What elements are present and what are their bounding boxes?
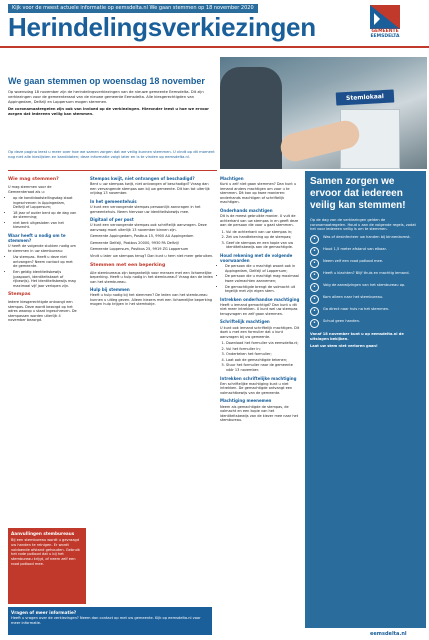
list-item: • De persoon die u machtigt mag maximaal twee volmachten aannemen; — [225, 274, 300, 283]
heading-rekening: Houd rekening met de volgende voorwaarden — [220, 252, 293, 264]
address-line: Gemeente Appingedam, Postbus 15, 9900 AA Appingedam — [90, 234, 194, 239]
bullet-icon: • — [310, 247, 319, 256]
sidebar-item-text: Schud geen handen. — [323, 319, 361, 324]
sidebar-item — [310, 319, 421, 328]
text-intrekken: Heeft u iemand gemachtigd? Dan kunt u dit niet meer intrekken. U kunt wel uw stempas terugvragen en zelf gaan stemmen. — [220, 302, 298, 316]
sidebar-item — [310, 283, 421, 292]
bullet-icon: • — [310, 307, 319, 316]
logo-mark-icon — [346, 3, 424, 31]
gemeente-logo — [346, 3, 424, 43]
text-gemeentehuis: U kunt een vervangende stempas persoonlijk aanvragen in het gemeentehuis. Neem hiervoor uw identiteitsbewijs mee. — [90, 205, 201, 214]
sidebar-item-text: Neem zelf een rood potlood mee. — [323, 259, 384, 264]
list-item: 1. Vul de achterkant van uw stempas in; — [226, 230, 300, 235]
sidebar-item-text: Was of desinfecteer uw handen bij binnenkomst. — [323, 235, 411, 240]
column-2 — [90, 173, 214, 309]
bullet-icon: • — [310, 259, 319, 268]
list-item: 4. Laat ook de gemachtigde tekenen; — [226, 358, 300, 363]
sidebar-item — [310, 307, 421, 316]
divider — [8, 170, 217, 171]
heading-post: Digitaal of per post — [90, 217, 134, 223]
logo-line1: GEMEENTE — [371, 29, 399, 34]
list-item: 1. Download het formulier via eemsdelta.nl; — [226, 341, 300, 346]
list-item: • De persoon die u machtigt woont ook in Appingedam, Delfzijl of Loppersum; — [225, 264, 300, 273]
text-onderhands: Dit is de meest gebruikte manier. U vult de achterkant van uw stempas in en geeft deze aan de persoon die voor u gaat stemmen. — [220, 214, 299, 228]
text-meenemen: Neem als gemachtigde de stempas, de volmacht en een kopie van het identiteitsbewijs van de kiezer mee naar het stembureau. — [220, 404, 299, 423]
lead-paragraph: Op woensdag 18 november zijn de herindelingsverkiezingen van de nieuwe gemeente Eemsdelta. Dit zijn verkiezingen voor de gemeenteraad van de nieuwe gemeente Eemsdelta. Alle kiesgerechtigden van Appingedam, Delfzijl en Loppersum mogen stemmen. — [8, 90, 204, 104]
heading-schriftelijk: Schriftelijk machtigen — [220, 319, 270, 325]
heading-gemeentehuis: In het gemeentehuis — [90, 198, 137, 204]
heading-machtigen: Machtigen — [220, 176, 244, 181]
sidebar-item-text: Heeft u klachten? Blijf thuis en machtig iemand. — [323, 271, 410, 276]
list-wie-mag — [8, 196, 78, 230]
article-title: We gaan stemmen op woensdag 18 november — [8, 76, 205, 86]
sidebar-item-text: Ga direct naar huis na het stemmen. — [323, 307, 390, 312]
list-item: • De gemachtigde brengt de volmacht uit tegelijk met zijn eigen stem. — [225, 285, 300, 294]
callout-text: Bij een stembureau wordt u gevraagd uw handen te reinigen. Er wordt voldoende afstand gehouden. Gebruik het rode potlood dat u bij het stembureau krijgt, of neem zelf een rood potlood mee. — [11, 538, 80, 566]
list-item: 2. Vul het formulier in; — [226, 347, 300, 352]
column-1 — [8, 173, 78, 325]
article-intro: Op deze pagina leest u meer over hoe we samen zorgen dat we veilig kunnen stemmen. U vindt op dit moment nog niet alle kieslijsten en kandidaten; deze informatie volgt later en is te vinden op eemsdelta.nl. — [8, 150, 215, 159]
list-item: 3. Geef de stempas en een kopie van uw identiteitsbewijs aan de gemachtigde. — [226, 241, 300, 250]
heading-wie-mag: Wie mag stemmen? — [8, 177, 59, 182]
sidebar-footer: Laat uw stem niet verloren gaan! — [310, 344, 378, 349]
heading-waarheen: Waar heeft u nodig om te stemmen? — [8, 232, 66, 244]
sidebar-outro: Vanaf 18 november kunt u op eemsdelta.nl de uitslagen bekijken. — [310, 332, 404, 341]
bullet-icon: • — [310, 319, 319, 328]
bullet-icon: • — [310, 295, 319, 304]
callout-text: Heeft u vragen over de verkiezingen? Neem dan contact op met uw gemeente. Kijk op eemsdelta.nl voor meer informatie. — [11, 616, 201, 626]
list-item: • 18 jaar of ouder bent op de dag van de stemming; — [13, 211, 78, 220]
sidebar-item-text: Volg de aanwijzingen van het stembureau op. — [323, 283, 406, 288]
article-lead — [8, 90, 216, 120]
text-wie-mag: U mag stemmen voor de Gemeenteraad als u: — [8, 184, 52, 194]
header-photo — [220, 57, 427, 169]
list-waarheen — [8, 255, 78, 288]
photo-sign: Stemlokaal — [336, 89, 395, 105]
lead-paragraph: De coronamaatregelen zijn ook van invloed op de verkiezingen. Hieronder leest u hoe we ervoor zorgen dat iedereen veilig kan stemmen. — [8, 107, 209, 117]
page-title: Herindelingsverkiezingen — [8, 12, 316, 42]
sidebar-title: Samen zorgen we ervoor dat iedereen veilig kan stemmen! — [310, 176, 406, 211]
callout-title: Aanvullingen stembureaus — [11, 531, 75, 536]
sidebar-item-text: Kom alleen naar het stembureau. — [323, 295, 384, 300]
heading-hulp: Hulp bij stemmen — [90, 287, 130, 293]
header-rule — [0, 46, 429, 48]
sidebar-item — [310, 247, 421, 256]
list-item: • op de kandidaatstellingsdag staat ingeschreven in Appingedam, Delfzijl of Loppersum; — [13, 196, 78, 210]
column-3 — [220, 173, 300, 425]
callout-stembureaus — [8, 528, 86, 604]
list-onderhands — [220, 230, 300, 250]
text-machtigen: Kunt u zelf niet gaan stemmen? Dan kunt u iemand anders machtigen om voor u te stemmen. Dit kan op twee manieren: onderhands machtigen of schriftelijk machtigen. — [220, 182, 297, 205]
heading-stempas: Stempas — [8, 292, 31, 298]
sidebar-item — [310, 235, 421, 244]
bullet-icon: • — [310, 271, 319, 280]
heading-intrekken-2: Intrekken schriftelijke machtiging — [220, 375, 297, 381]
heading-vervangend: Stempas kwijt, niet ontvangen of beschadigd? — [90, 176, 195, 181]
list-item: 3. Onderteken het formulier; — [226, 352, 300, 357]
text-schriftelijk: U kunt ook iemand schriftelijk machtigen. Dit doet u met een formulier dat u kunt aanvragen bij uw gemeente. — [220, 325, 300, 339]
sidebar-item — [310, 259, 421, 268]
address-line: Gemeente Loppersum, Postbus 25, 9919 ZG Loppersum — [90, 247, 189, 252]
text-stemmen-in: Vindt u later uw stempas terug? Dan kunt u hem niet meer gebruiken. — [90, 254, 214, 259]
bullet-icon: • — [310, 283, 319, 292]
sidebar-item — [310, 295, 421, 304]
sidebar-intro: Op de dag van de verkiezingen gelden de coronamaatregelen. Houd u aan de volgende regels, zodat het voor iedereen veilig is om te stemmen. — [310, 218, 416, 232]
callout-title: Vragen of meer informatie? — [11, 610, 77, 615]
text-stempas: Iedere kiesgerechtigde ontvangt een stempas. Deze wordt bezorgd op het adres waarop u staat ingeschreven. De stempassen worden uiterlijk 4 november bezorgd. — [8, 300, 77, 323]
text-vervangend: Bent u uw stempas kwijt, niet ontvangen of beschadigd? Vraag dan een vervangende stempas aan bij uw gemeente. Dit kan tot uiterlijk vrijdag 13 november. — [90, 182, 210, 196]
footer-site[interactable]: eemsdelta.nl — [370, 631, 407, 637]
sidebar-veilig-stemmen — [305, 171, 426, 628]
callout-vragen — [8, 607, 212, 635]
list-schriftelijk — [220, 341, 300, 372]
text-waarheen: U heeft de volgende stukken nodig om te stemmen in uw stembureau: — [8, 244, 76, 253]
photo-person — [220, 67, 282, 169]
heading-onderhands: Onderhands machtigen — [220, 207, 273, 213]
bullet-icon: • — [310, 235, 319, 244]
text-beperking: Alle stembureaus zijn toegankelijk voor mensen met een lichamelijke beperking. Heeft u hulp nodig in het stembureau? Vraag dan de leden van het stembureau. — [90, 270, 213, 284]
list-item: • Uw stempas. Heeft u deze niet ontvangen? Neem contact op met de gemeente. — [13, 255, 78, 269]
heading-beperking: Stemmen met een beperking — [90, 262, 166, 268]
heading-intrekken: Intrekken onderhandse machtiging — [220, 296, 300, 302]
list-item: 5. Stuur het formulier naar de gemeente vóór 13 november. — [226, 363, 300, 372]
list-item: • niet bent uitgesloten van het kiesrecht. — [13, 221, 78, 230]
address-line: Gemeente Delfzijl, Postbus 20000, 9930 PA Delfzijl — [90, 240, 179, 245]
sidebar-item-text: Houd 1,5 meter afstand van elkaar. — [323, 247, 387, 252]
list-rekening — [220, 264, 300, 293]
list-item: • Een geldig identiteitsbewijs (paspoort, identiteitskaart of rijbewijs). Het identiteitsbewijs mag maximaal vijf jaar verlopen zijn. — [13, 270, 78, 288]
sidebar-item — [310, 271, 421, 280]
list-item: 2. Zet uw handtekening op de stempas; — [226, 235, 300, 240]
text-intrekken-2: Een schriftelijke machtiging kunt u niet intrekken. De gemachtigde ontvangt een volmachtbewijs van de gemeente. — [220, 381, 293, 395]
text-hulp: Heeft u hulp nodig bij het stemmen? De leden van het stembureau kunnen u uitleg geven. Alleen kiezers met een lichamelijke beperking mogen hulp krijgen in het stemhokje. — [90, 293, 213, 307]
logo-text — [346, 30, 424, 40]
logo-line2: EEMSDELTA — [370, 33, 400, 39]
header — [0, 0, 429, 46]
heading-meenemen: Machtiging meenemen — [220, 398, 272, 404]
header-kicker: Kijk voor de meest actuele informatie op eemsdelta.nl We gaan stemmen op 18 november 2020 — [8, 4, 258, 13]
text-post: U kunt een vervangende stempas ook schriftelijk aanvragen. Deze aanvraag moet uiterlijk 13 november binnen zijn. — [90, 223, 207, 232]
